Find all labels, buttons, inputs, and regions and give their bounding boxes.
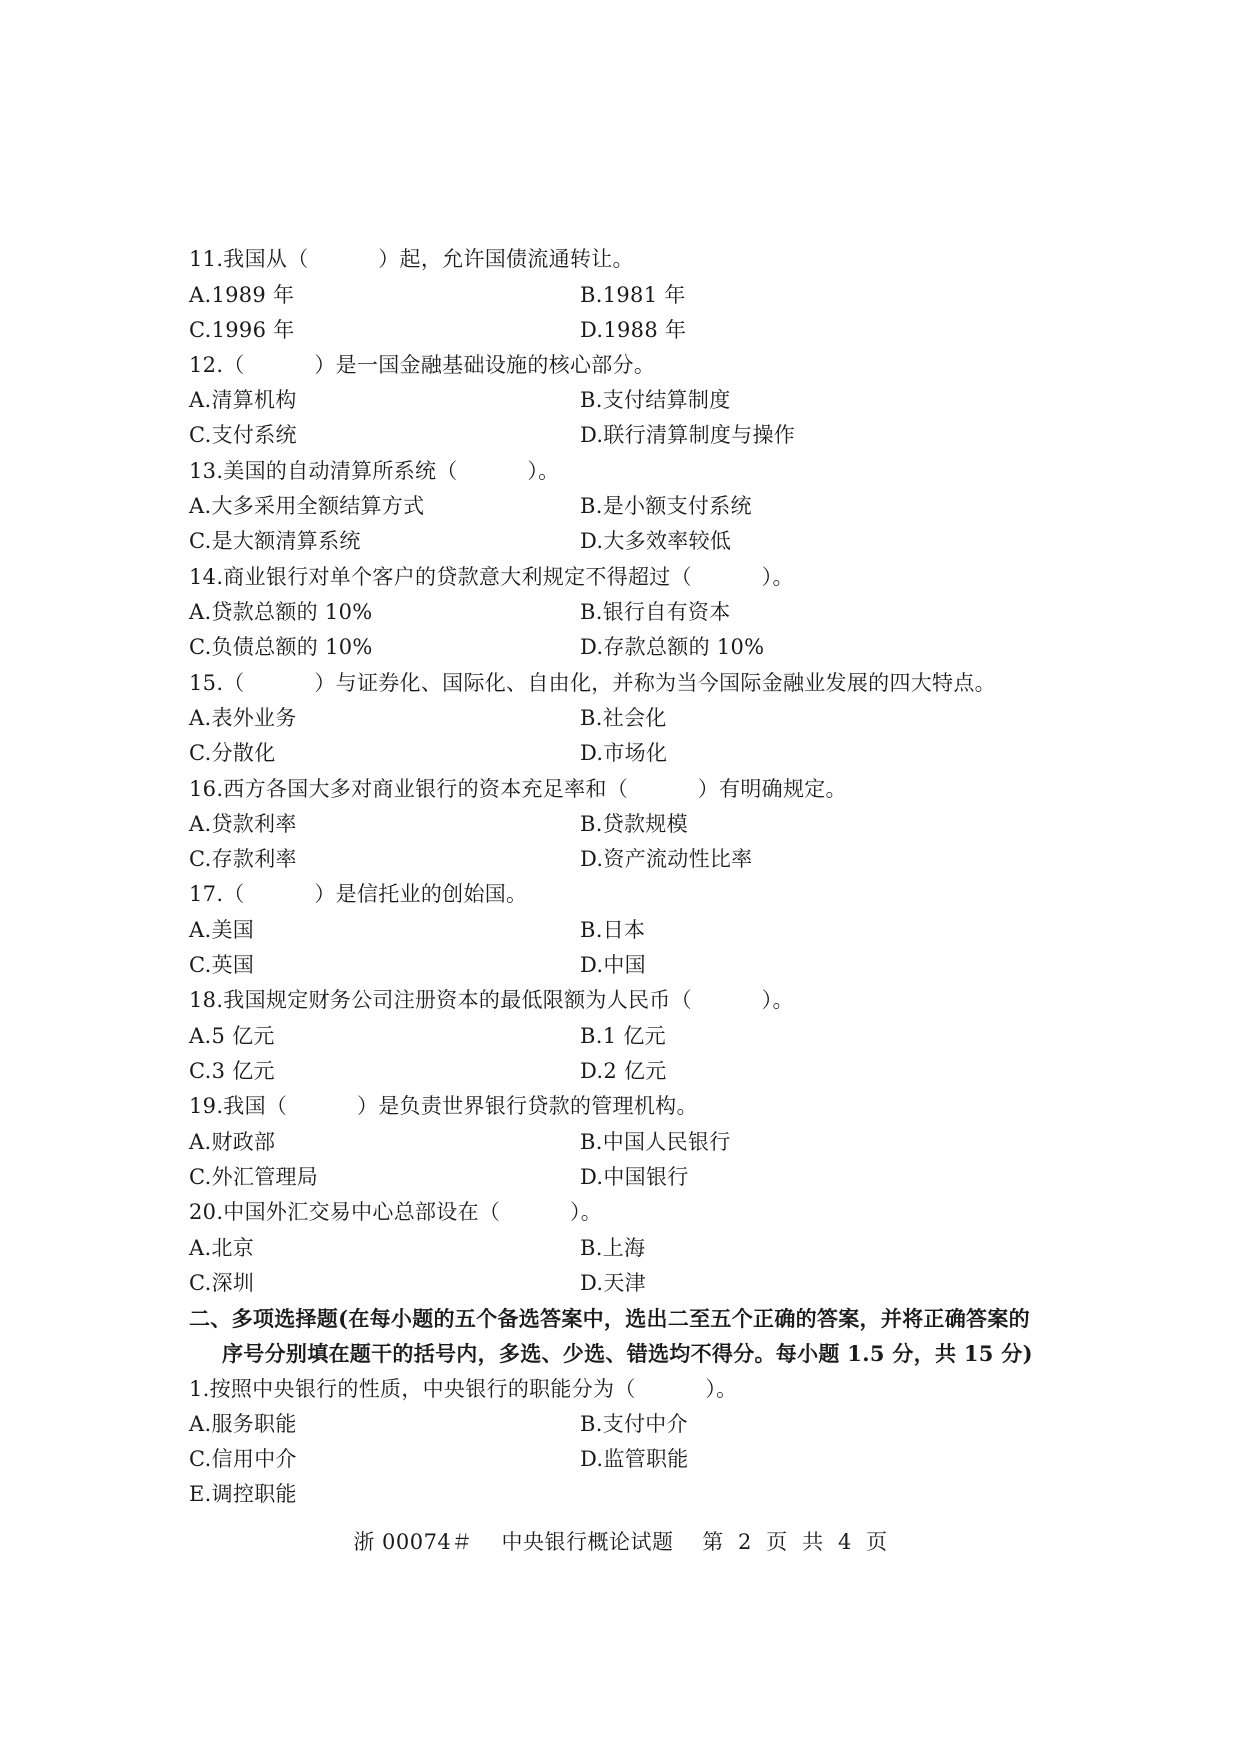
question-stem: 17.（ ）是信托业的创始国。 (189, 882, 528, 906)
option-d: D.天津 (580, 1271, 646, 1295)
option-c: C.支付系统 (189, 423, 297, 447)
option-a: A.贷款利率 (189, 812, 297, 836)
option-a: A.表外业务 (189, 706, 297, 730)
option-d: D.1988 年 (580, 318, 687, 342)
question-stem: 19.我国（ ）是负责世界银行贷款的管理机构。 (189, 1094, 698, 1118)
option-a: A.北京 (189, 1236, 255, 1260)
option-d: D.中国银行 (580, 1165, 689, 1189)
option-d: D.存款总额的 10% (580, 635, 765, 659)
option-d: D.监管职能 (580, 1447, 689, 1471)
option-a: A.贷款总额的 10% (189, 600, 373, 624)
question-stem: 20.中国外汇交易中心总部设在（ ）。 (189, 1200, 603, 1224)
option-b: B.贷款规模 (580, 812, 688, 836)
option-b: B.社会化 (580, 706, 667, 730)
option-d: D.中国 (580, 953, 646, 977)
option-b: B.1981 年 (580, 283, 686, 307)
option-b: B.中国人民银行 (580, 1130, 731, 1154)
option-d: D.2 亿元 (580, 1059, 667, 1083)
option-d: D.联行清算制度与操作 (580, 423, 796, 447)
option-c: C.分散化 (189, 741, 276, 765)
option-d: D.大多效率较低 (580, 529, 732, 553)
option-a: A.大多采用全额结算方式 (189, 494, 425, 518)
option-c: C.存款利率 (189, 847, 297, 871)
option-a: A.清算机构 (189, 388, 297, 412)
page-footer: 浙 00074＃ 中央银行概论试题 第 2 页 共 4 页 (353, 1530, 888, 1554)
option-b: B.是小额支付系统 (580, 494, 752, 518)
option-b: B.日本 (580, 918, 646, 942)
option-d: D.市场化 (580, 741, 668, 765)
question-stem: 1.按照中央银行的性质，中央银行的职能分为（ ）。 (189, 1377, 738, 1401)
option-c: C.负债总额的 10% (189, 635, 373, 659)
option-d: D.资产流动性比率 (580, 847, 753, 871)
option-c: C.外汇管理局 (189, 1165, 319, 1189)
option-a: A.5 亿元 (189, 1024, 275, 1048)
question-stem: 15.（ ）与证券化、国际化、自由化，并称为当今国际金融业发展的四大特点。 (189, 671, 996, 695)
option-c: C.1996 年 (189, 318, 295, 342)
option-b: B.上海 (580, 1236, 646, 1260)
option-b: B.支付中介 (580, 1412, 688, 1436)
question-stem: 16.西方各国大多对商业银行的资本充足率和（ ）有明确规定。 (189, 777, 847, 801)
question-stem: 11.我国从（ ）起，允许国债流通转让。 (189, 247, 634, 271)
question-stem: 14.商业银行对单个客户的贷款意大利规定不得超过（ ）。 (189, 565, 794, 589)
option-c: C.英国 (189, 953, 255, 977)
option-b: B.1 亿元 (580, 1024, 666, 1048)
option-c: C.是大额清算系统 (189, 529, 361, 553)
option-a: A.1989 年 (189, 283, 295, 307)
option-a: A.美国 (189, 918, 255, 942)
question-stem: 12.（ ）是一国金融基础设施的核心部分。 (189, 353, 656, 377)
question-stem: 18.我国规定财务公司注册资本的最低限额为人民币（ ）。 (189, 988, 794, 1012)
option-c: C.信用中介 (189, 1447, 297, 1471)
option-e: E.调控职能 (189, 1482, 297, 1506)
option-b: B.银行自有资本 (580, 600, 731, 624)
question-stem: 13.美国的自动清算所系统（ ）。 (189, 459, 560, 483)
option-c: C.3 亿元 (189, 1059, 275, 1083)
option-a: A.服务职能 (189, 1412, 297, 1436)
option-a: A.财政部 (189, 1130, 276, 1154)
section-heading: 二、多项选择题(在每小题的五个备选答案中，选出二至五个正确的答案，并将正确答案的 (189, 1306, 1030, 1331)
option-c: C.深圳 (189, 1271, 255, 1295)
section-heading-continued: 序号分别填在题干的括号内，多选、少选、错选均不得分。每小题 1.5 分，共 15 分) (222, 1341, 1033, 1366)
option-b: B.支付结算制度 (580, 388, 731, 412)
